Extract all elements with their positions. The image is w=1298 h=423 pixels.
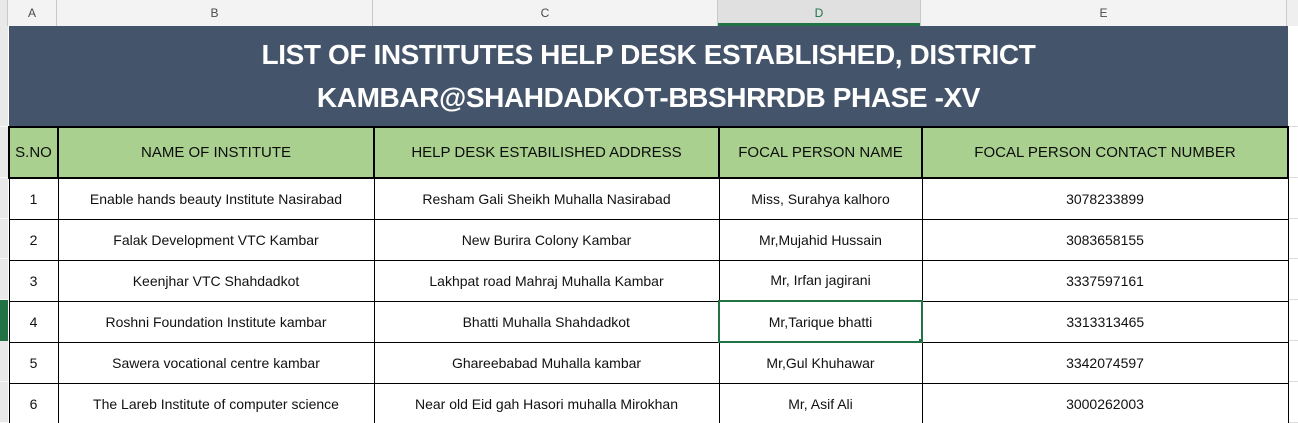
row-header[interactable] xyxy=(0,127,8,178)
cell-contact[interactable]: 3000262003 xyxy=(922,383,1288,423)
cell-focal[interactable]: Mr, Asif Ali xyxy=(719,383,922,423)
cell-address[interactable]: Near old Eid gah Hasori muhalla Mirokhan xyxy=(374,383,719,423)
column-header-d-selected[interactable]: D xyxy=(718,0,921,26)
cell-address[interactable]: Bhatti Muhalla Shahdadkot xyxy=(374,301,719,342)
cell-address[interactable]: Resham Gali Sheikh Muhalla Nasirabad xyxy=(374,178,719,219)
column-header-stub xyxy=(1287,0,1298,26)
table-row xyxy=(9,301,1288,342)
header-cell-name[interactable]: NAME OF INSTITUTE xyxy=(58,127,374,178)
header-cell-address[interactable]: HELP DESK ESTABILISHED ADDRESS xyxy=(374,127,719,178)
table-header-row xyxy=(9,127,1288,178)
cell-sno[interactable]: 6 xyxy=(9,383,58,423)
cell-contact[interactable]: 3337597161 xyxy=(922,260,1288,301)
cell-sno[interactable]: 4 xyxy=(9,301,58,342)
header-cell-focal[interactable]: FOCAL PERSON NAME xyxy=(719,127,922,178)
gutter-corner xyxy=(0,0,8,26)
cell-address[interactable]: New Burira Colony Kambar xyxy=(374,219,719,260)
table-row xyxy=(9,260,1288,301)
cell-focal[interactable]: Mr,Mujahid Hussain xyxy=(719,219,922,260)
table-row xyxy=(9,342,1288,383)
header-cell-contact[interactable]: FOCAL PERSON CONTACT NUMBER xyxy=(922,127,1288,178)
cell-contact[interactable]: 3078233899 xyxy=(922,178,1288,219)
column-header-e[interactable]: E xyxy=(921,0,1287,26)
cell-name[interactable]: The Lareb Institute of computer science xyxy=(58,383,374,423)
cell-name[interactable]: Keenjhar VTC Shahdadkot xyxy=(58,260,374,301)
cell-sno[interactable]: 1 xyxy=(9,178,58,219)
row-header[interactable] xyxy=(0,219,8,260)
column-header-b[interactable]: B xyxy=(57,0,373,26)
row-header-selected[interactable] xyxy=(0,300,8,341)
cell-focal[interactable]: Miss, Surahya kalhoro xyxy=(719,178,922,219)
fill-handle[interactable] xyxy=(918,338,922,342)
cell-sno[interactable]: 5 xyxy=(9,342,58,383)
header-cell-sno[interactable]: S.NO xyxy=(9,127,58,178)
cell-address[interactable]: Lakhpat road Mahraj Muhalla Kambar xyxy=(374,260,719,301)
cell-name[interactable]: Enable hands beauty Institute Nasirabad xyxy=(58,178,374,219)
cell-contact[interactable]: 3313313465 xyxy=(922,301,1288,342)
title-row xyxy=(9,26,1288,127)
row-header[interactable] xyxy=(0,382,8,423)
table-row xyxy=(9,383,1288,423)
selected-cell[interactable]: Mr,Tarique bhatti xyxy=(719,301,922,342)
cell-sno[interactable]: 3 xyxy=(9,260,58,301)
cell-name[interactable]: Sawera vocational centre kambar xyxy=(58,342,374,383)
cell-focal[interactable]: Mr,Gul Khuhawar xyxy=(719,342,922,383)
row-header[interactable] xyxy=(0,341,8,382)
cell-name[interactable]: Roshni Foundation Institute kambar xyxy=(58,301,374,342)
row-header[interactable] xyxy=(0,259,8,300)
column-header-c[interactable]: C xyxy=(373,0,718,26)
page-title-line1: LIST OF INSTITUTES HELP DESK ESTABLISHED, DISTRICT xyxy=(261,39,1036,70)
title-cell[interactable] xyxy=(9,26,1288,127)
column-header-a[interactable]: A xyxy=(8,0,57,26)
cell-sno[interactable]: 2 xyxy=(9,219,58,260)
table-row xyxy=(9,178,1288,219)
row-header-gutter xyxy=(0,26,8,423)
row-header[interactable] xyxy=(0,178,8,219)
table-row xyxy=(9,219,1288,260)
cell-contact[interactable]: 3342074597 xyxy=(922,342,1288,383)
row-header[interactable] xyxy=(0,26,8,127)
cell-focal[interactable]: Mr, Irfan jagirani xyxy=(719,260,922,301)
cell-name[interactable]: Falak Development VTC Kambar xyxy=(58,219,374,260)
page-title-line2: KAMBAR@SHAHDADKOT-BBSHRRDB PHASE -XV xyxy=(316,82,981,113)
column-header-strip xyxy=(0,0,1298,26)
cell-address[interactable]: Ghareebabad Muhalla kambar xyxy=(374,342,719,383)
cell-contact[interactable]: 3083658155 xyxy=(922,219,1288,260)
institutes-table xyxy=(8,26,1289,423)
